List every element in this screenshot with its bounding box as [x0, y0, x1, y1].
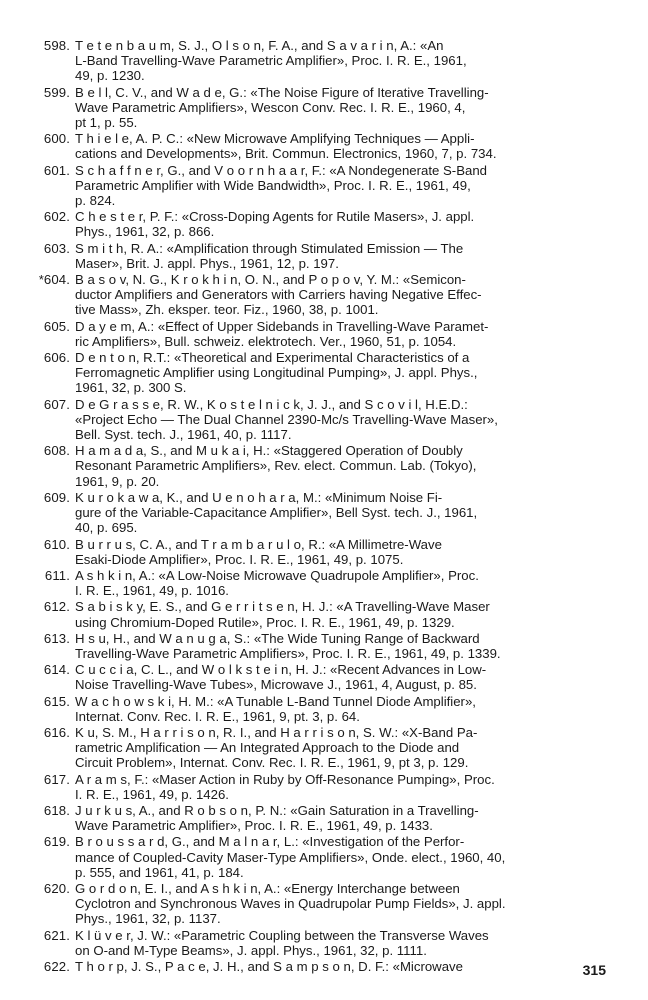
reference-text — [75, 163, 603, 209]
reference-entry — [0, 241, 648, 271]
reference-number: 609. — [43, 489, 70, 505]
reference-line: 1961, 32, p. 300 S. — [75, 380, 187, 396]
reference-entry — [0, 599, 648, 629]
reference-line: L-Band Travelling-Wave Parametric Amplifier», Proc. I. R. E., 1961, — [75, 53, 467, 69]
reference-line: J u r k u s, A., and R o b s o n, P. N.: «Gain Saturation in a Travelling- — [75, 802, 479, 818]
reference-number: 605. — [43, 318, 70, 334]
reference-line: D a y e m, A.: «Effect of Upper Sidebands in Travelling-Wave Paramet- — [75, 318, 489, 334]
reference-line: A s h k i n, A.: «A Low-Noise Microwave Quadrupole Amplifier», Proc. — [75, 567, 479, 583]
reference-text — [75, 490, 603, 536]
reference-line: mance of Coupled-Cavity Maser-Type Amplifiers», Onde. elect., 1960, 40, — [75, 849, 506, 865]
reference-entry — [0, 568, 648, 598]
reference-entry — [0, 319, 648, 349]
reference-number: 618. — [43, 802, 70, 818]
reference-line: T h i e l e, A. P. C.: «New Microwave Amplifying Techniques — Appli- — [75, 131, 475, 147]
reference-number: 602. — [43, 209, 70, 225]
reference-line: using Chromium-Doped Rutile», Proc. I. R. E., 1961, 49, p. 1329. — [75, 614, 455, 630]
reference-line: B a s o v, N. G., K r o k h i n, O. N., and P o p o v, Y. M.: «Semicon- — [75, 272, 466, 288]
reference-entry — [0, 881, 648, 927]
reference-text — [75, 599, 603, 629]
reference-line: 40, p. 695. — [75, 520, 138, 536]
reference-line: p. 555, and 1961, 41, p. 184. — [75, 864, 244, 880]
reference-number: 601. — [43, 162, 70, 178]
reference-line: Cyclotron and Synchronous Waves in Quadrupolar Pump Fields», J. appl. — [75, 896, 506, 912]
reference-line: Phys., 1961, 32, p. 866. — [75, 224, 215, 240]
reference-text — [75, 209, 603, 239]
reference-line: Circuit Problem», Internat. Conv. Rec. I. R. E., 1961, 9, pt 3, p. 129. — [75, 755, 469, 771]
reference-line: rametric Amplification — An Integrated Approach to the Diode and — [75, 740, 460, 756]
reference-text — [75, 241, 603, 271]
reference-line: pt 1, p. 55. — [75, 115, 138, 131]
reference-number: 619. — [43, 834, 70, 850]
reference-text — [75, 350, 603, 396]
reference-line: «Project Echo — The Dual Channel 2390-Mc/s Travelling-Wave Maser», — [75, 411, 498, 427]
reference-line: W a c h o w s k i, H. M.: «A Tunable L-Band Tunnel Diode Amplifier», — [75, 693, 476, 709]
reference-entry — [0, 272, 648, 318]
reference-entry — [0, 537, 648, 567]
reference-line: H a m a d a, S., and M u k a i, H.: «Staggered Operation of Doubly — [75, 443, 463, 459]
reference-line: I. R. E., 1961, 49, p. 1426. — [75, 786, 229, 802]
reference-entry — [0, 85, 648, 131]
reference-entry — [0, 443, 648, 489]
reference-entry — [0, 928, 648, 958]
reference-line: H s u, H., and W a n u g a, S.: «The Wide Tuning Range of Backward — [75, 630, 480, 646]
reference-number: 603. — [43, 240, 70, 256]
reference-line: Esaki-Diode Amplifier», Proc. I. R. E., 1961, 49, p. 1075. — [75, 551, 404, 567]
reference-entry — [0, 772, 648, 802]
reference-line: C h e s t e r, P. F.: «Cross-Doping Agents for Rutile Masers», J. appl. — [75, 209, 475, 225]
reference-line: Bell. Syst. tech. J., 1961, 40, p. 1117. — [75, 427, 292, 443]
reference-number: 606. — [43, 350, 70, 366]
reference-number: 600. — [43, 131, 70, 147]
reference-line: K u, S. M., H a r r i s o n, R. I., and H a r r i s o n, S. W.: «X-Band Pa- — [75, 724, 478, 740]
reference-line: D e n t o n, R.T.: «Theoretical and Experimental Characteristics of a — [75, 350, 470, 366]
reference-text — [75, 694, 603, 724]
reference-line: ductor Amplifiers and Generators with Carriers having Negative Effec- — [75, 287, 482, 303]
reference-line: G o r d o n, E. I., and A s h k i n, A.: «Energy Interchange between — [75, 880, 460, 896]
reference-entry — [0, 725, 648, 771]
reference-line: K u r o k a w a, K., and U e n o h a r a, M.: «Minimum Noise Fi- — [75, 489, 443, 505]
reference-line: C u c c i a, C. L., and W o l k s t e i n, H. J.: «Recent Advances in Low- — [75, 662, 487, 678]
reference-line: cations and Developments», Brit. Commun. Electronics, 1960, 7, p. 734. — [75, 146, 497, 162]
reference-list — [0, 38, 648, 975]
reference-line: Maser», Brit. J. appl. Phys., 1961, 12, p. 197. — [75, 255, 339, 271]
reference-line: Resonant Parametric Amplifiers», Rev. elect. Commun. Lab. (Tokyo), — [75, 458, 477, 474]
reference-text — [75, 803, 603, 833]
reference-text — [75, 881, 603, 927]
reference-line: A r a m s, F.: «Maser Action in Ruby by Off-Resonance Pumping», Proc. — [75, 771, 495, 787]
reference-line: tive Mass», Zh. eksper. teor. Fiz., 1960, 38, p. 1001. — [75, 302, 379, 318]
page-number: 315 — [582, 962, 606, 978]
reference-number: 608. — [43, 443, 70, 459]
reference-line: D e G r a s s e, R. W., K o s t e l n i c k, J. J., and S c o v i l, H.E.D.: — [75, 396, 468, 412]
reference-entry — [0, 959, 648, 974]
reference-text — [75, 662, 603, 692]
reference-text — [75, 928, 603, 958]
reference-line: on O-and M-Type Beams», J. appl. Phys., 1961, 32, p. 1111. — [75, 942, 427, 958]
reference-text — [75, 834, 603, 880]
reference-line: Wave Parametric Amplifier», Proc. I. R. E., 1961, 49, p. 1433. — [75, 818, 433, 834]
reference-entry — [0, 38, 648, 84]
reference-text — [75, 38, 603, 84]
reference-line: 49, p. 1230. — [75, 68, 145, 84]
reference-line: Internat. Conv. Rec. I. R. E., 1961, 9, pt. 3, p. 64. — [75, 708, 360, 724]
reference-text — [75, 85, 603, 131]
reference-line: I. R. E., 1961, 49, p. 1016. — [75, 583, 229, 599]
reference-text — [75, 319, 603, 349]
reference-number: 617. — [43, 771, 70, 787]
reference-entry — [0, 163, 648, 209]
reference-entry — [0, 662, 648, 692]
reference-entry — [0, 694, 648, 724]
reference-text — [75, 443, 603, 489]
reference-line: S c h a f f n e r, G., and V o o r n h a a r, F.: «A Nondegenerate S-Band — [75, 162, 487, 178]
reference-line: ric Amplifiers», Bull. schweiz. elektrotech. Ver., 1960, 51, p. 1054. — [75, 333, 457, 349]
reference-line: Wave Parametric Amplifiers», Wescon Conv. Rec. I. R. E., 1960, 4, — [75, 99, 466, 115]
reference-line: Parametric Amplifier with Wide Bandwidth», Proc. I. R. E., 1961, 49, — [75, 177, 471, 193]
reference-number: 614. — [43, 662, 70, 678]
reference-number: 610. — [43, 536, 70, 552]
reference-text — [75, 131, 603, 161]
reference-line: B e l l, C. V., and W a d e, G.: «The Noise Figure of Iterative Travelling- — [75, 84, 489, 100]
reference-line: 1961, 9, p. 20. — [75, 473, 160, 489]
reference-entry — [0, 209, 648, 239]
reference-number: 615. — [43, 693, 70, 709]
reference-line: B u r r u s, C. A., and T r a m b a r u l o, R.: «A Millimetre-Wave — [75, 536, 442, 552]
reference-line: Ferromagnetic Amplifier using Longitudinal Pumping», J. appl. Phys., — [75, 365, 478, 381]
reference-number: 620. — [43, 880, 70, 896]
reference-line: B r o u s s a r d, G., and M a l n a r, L.: «Investigation of the Perfor- — [75, 834, 465, 850]
reference-entry — [0, 834, 648, 880]
reference-line: Noise Travelling-Wave Tubes», Microwave J., 1961, 4, August, p. 85. — [75, 677, 477, 693]
reference-line: T h o r p, J. S., P a c e, J. H., and S a m p s o n, D. F.: «Microwave — [75, 958, 463, 974]
reference-text — [75, 959, 603, 974]
reference-number: 599. — [43, 84, 70, 100]
reference-line: p. 824. — [75, 193, 116, 209]
reference-line: S m i t h, R. A.: «Amplification through Stimulated Emission — The — [75, 240, 464, 256]
reference-number: 622. — [43, 958, 70, 974]
reference-entry — [0, 631, 648, 661]
reference-number: 616. — [43, 724, 70, 740]
reference-text — [75, 272, 603, 318]
reference-number: 611. — [44, 567, 70, 583]
reference-number: 621. — [43, 927, 70, 943]
reference-text — [75, 725, 603, 771]
reference-entry — [0, 350, 648, 396]
reference-text — [75, 568, 603, 598]
reference-text — [75, 772, 603, 802]
reference-number: 612. — [43, 599, 70, 615]
reference-number: *604. — [38, 272, 70, 288]
reference-number: 598. — [43, 38, 70, 53]
reference-entry — [0, 131, 648, 161]
reference-line: gure of the Variable-Capacitance Amplifier», Bell Syst. tech. J., 1961, — [75, 505, 478, 521]
reference-line: S a b i s k y, E. S., and G e r r i t s e n, H. J.: «A Travelling-Wave Maser — [75, 599, 490, 615]
reference-line: T e t e n b a u m, S. J., O l s o n, F. A., and S a v a r i n, A.: «An — [75, 38, 444, 53]
reference-line: K l ü v e r, J. W.: «Parametric Coupling between the Transverse Waves — [75, 927, 489, 943]
reference-number: 613. — [43, 630, 70, 646]
reference-number: 607. — [43, 396, 70, 412]
reference-text — [75, 631, 603, 661]
reference-text — [75, 537, 603, 567]
reference-text — [75, 397, 603, 443]
reference-entry — [0, 490, 648, 536]
reference-line: Travelling-Wave Parametric Amplifiers», Proc. I. R. E., 1961, 49, p. 1339. — [75, 645, 501, 661]
reference-entry — [0, 803, 648, 833]
reference-line: Phys., 1961, 32, p. 1137. — [75, 911, 221, 927]
reference-entry — [0, 397, 648, 443]
